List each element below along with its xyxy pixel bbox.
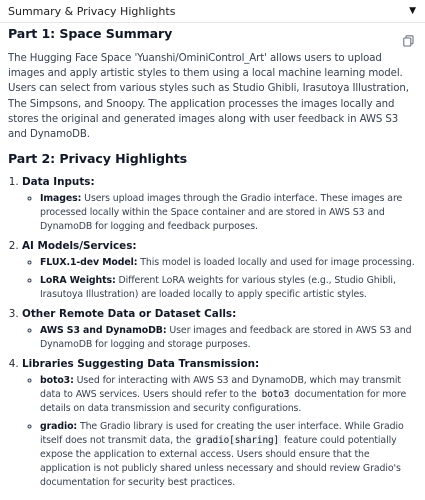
privacy-sections-list [8, 174, 415, 490]
section-data-inputs [22, 174, 415, 234]
item-label: gradio: [40, 421, 78, 433]
item-text: The Gradio library is used for creating the user interface. While Gradio itself does not transmit data, the [40, 421, 404, 447]
list-item [40, 420, 415, 490]
section-ai-models [22, 238, 415, 302]
section-title: 3. Other Remote Data or Dataset Calls: [22, 308, 237, 321]
item-text: documentation for more details on data transmission and security configurations. [40, 389, 407, 415]
section-libraries [22, 356, 415, 490]
list-item [40, 192, 415, 234]
accordion-title: Summary & Privacy Highlights [8, 4, 176, 18]
item-text: Different LoRA weights for various styles (e.g., Studio Ghibli, Irasutoya Illustration) are loaded locally to apply specific artistic styles. [40, 275, 396, 301]
item-text: This model is loaded locally and used for image processing. [137, 257, 415, 269]
collapse-arrow-icon[interactable]: ▼ [409, 6, 416, 16]
space-summary-text: The Hugging Face Space 'Yuanshi/OminiControl_Art' allows users to upload images and apply artistic styles to them using a local machine learning model. Users can select from various styles such as Studio Ghibli, Irasutoya Illustration, The Simpsons, and Snoopy. The application processes the images locally and stores the original and generated images along with user feedback in AWS S3 and DynamoDB. [8, 53, 409, 141]
inline-code: gradio[sharing] [195, 435, 280, 447]
list-item [40, 374, 415, 416]
markdown-content [0, 26, 425, 490]
accordion-header[interactable] [0, 0, 425, 23]
item-text: Used for interacting with AWS S3 and DynamoDB, which may transmit data to AWS services. Users should refer to the [40, 375, 401, 401]
item-label: LoRA Weights: [40, 275, 116, 287]
item-label: FLUX.1-dev Model: [40, 257, 138, 269]
section-remote-data [22, 306, 415, 352]
part2-heading: Part 2: Privacy Highlights [8, 151, 188, 167]
list-item [40, 256, 415, 270]
item-label: AWS S3 and DynamoDB: [40, 325, 167, 337]
section-title: 4. Libraries Suggesting Data Transmission: [22, 358, 260, 371]
section-title: 2. AI Models/Services: [22, 240, 137, 253]
inline-code: boto3 [261, 389, 290, 401]
item-label: boto3: [40, 375, 74, 387]
item-text: Users upload images through the Gradio interface. These images are processed locally within the Space container and are stored in AWS S3 and DynamoDB for logging and feedback purposes. [40, 193, 403, 233]
section-title: 1. Data Inputs: [22, 176, 95, 189]
item-label: Images: [40, 193, 82, 205]
list-item [40, 274, 415, 302]
copy-icon[interactable] [401, 34, 415, 48]
item-text: feature could potentially expose the application to external access. Users should ensure that the application is not publicly shared unless necessary and should review Gradio's documentation for security best practices. [40, 435, 401, 489]
list-item [40, 324, 415, 352]
part1-heading: Part 1: Space Summary [8, 26, 173, 41]
item-text: User images and feedback are stored in AWS S3 and DynamoDB for logging and storage purposes. [40, 325, 412, 351]
